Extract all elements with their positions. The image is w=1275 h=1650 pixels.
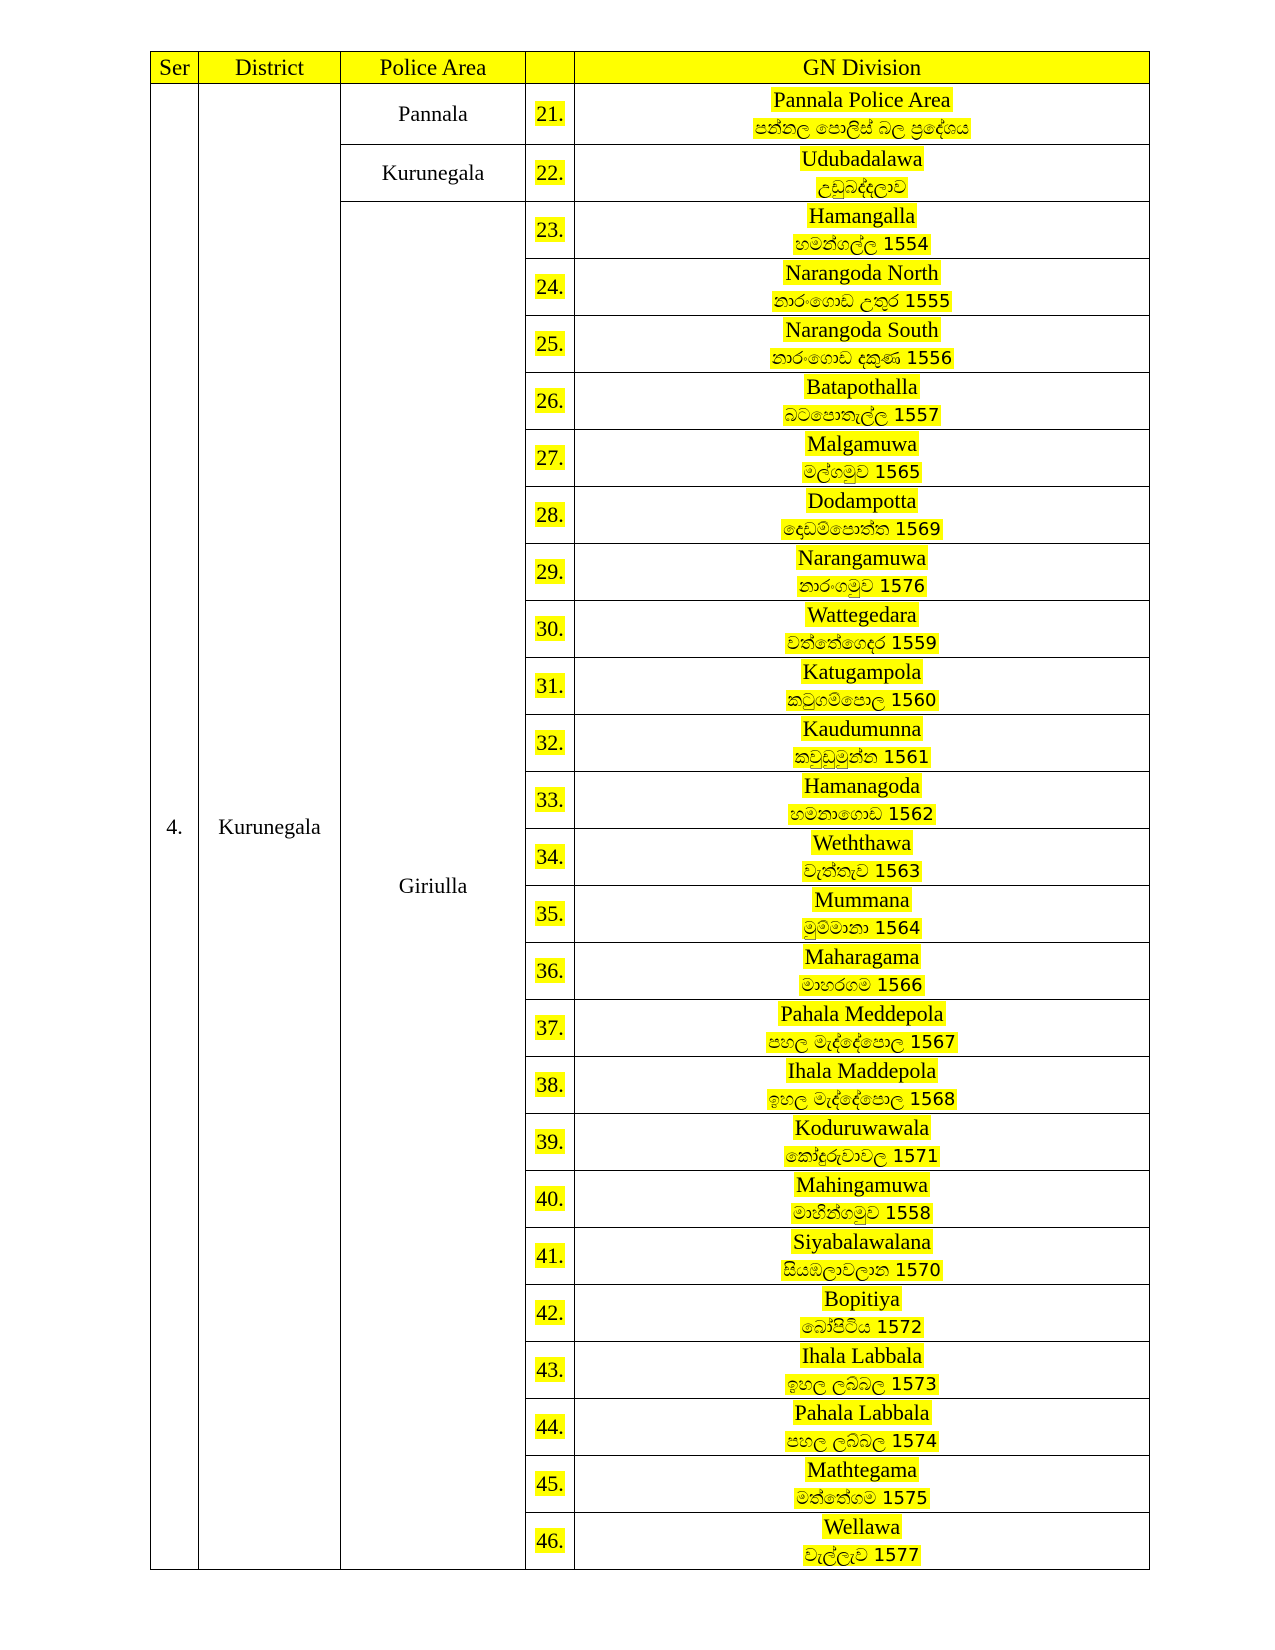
row-number-cell: [526, 772, 575, 829]
gn-division-cell: [575, 601, 1150, 658]
gn-division-cell: [575, 202, 1150, 259]
gn-name-english: Hamanagoda: [803, 773, 921, 798]
gn-name-english: Ihala Labbala: [801, 1343, 923, 1368]
gn-name-sinhala: පහල මැද්දේපොල 1567: [768, 1032, 956, 1053]
row-number: 39.: [536, 1129, 564, 1154]
gn-name-english: Pahala Meddepola: [780, 1001, 944, 1026]
gn-name-sinhala: කටුගම්පොල 1560: [787, 690, 937, 711]
gn-name-english: Batapothalla: [806, 374, 918, 399]
gn-name-sinhala: වැල්ලැව 1577: [804, 1545, 920, 1566]
header-gn-division: GN Division: [575, 52, 1150, 84]
gn-division-cell: [575, 430, 1150, 487]
row-number: 40.: [536, 1186, 564, 1211]
row-number: 30.: [536, 616, 564, 641]
gn-division-cell: [575, 886, 1150, 943]
gn-division-cell: [575, 1285, 1150, 1342]
row-number-cell: [526, 202, 575, 259]
row-number: 41.: [536, 1243, 564, 1268]
gn-division-cell: [575, 1342, 1150, 1399]
gn-division-cell: [575, 943, 1150, 1000]
gn-division-cell: [575, 715, 1150, 772]
row-number: 33.: [536, 787, 564, 812]
header-row: [151, 52, 1150, 84]
row-number-cell: [526, 430, 575, 487]
gn-name-sinhala: කෝදුරුවාවල 1571: [785, 1146, 939, 1167]
gn-division-cell: [575, 1000, 1150, 1057]
row-number-cell: [526, 1342, 575, 1399]
gn-name-sinhala: බටපොතැල්ල 1557: [784, 405, 940, 426]
row-number-cell: [526, 1228, 575, 1285]
row-number-cell: [526, 487, 575, 544]
police-area-cell: Pannala: [341, 84, 526, 145]
gn-division-cell: [575, 1456, 1150, 1513]
row-number-cell: [526, 1513, 575, 1570]
gn-name-sinhala: කවුඩුමුන්න 1561: [794, 747, 930, 768]
gn-name-sinhala: මාහරගම 1566: [801, 975, 923, 996]
gn-division-cell: [575, 1114, 1150, 1171]
row-number: 44.: [536, 1414, 564, 1439]
gn-name-english: Udubadalawa: [801, 146, 923, 171]
row-number: 43.: [536, 1357, 564, 1382]
gn-division-cell: [575, 1399, 1150, 1456]
gn-name-english: Narangamuwa: [797, 545, 927, 570]
row-number: 46.: [536, 1528, 564, 1553]
gn-name-english: Narangoda North: [785, 260, 939, 285]
row-number: 45.: [536, 1471, 564, 1496]
row-number: 22.: [536, 160, 564, 185]
row-number: 24.: [536, 274, 564, 299]
row-number: 25.: [536, 331, 564, 356]
gn-name-english: Bopitiya: [824, 1286, 900, 1311]
gn-name-sinhala: ඉහල ලබ්බල 1573: [787, 1374, 937, 1395]
gn-name-english: Siyabalawalana: [792, 1229, 932, 1254]
gn-name-sinhala: මුම්මානා 1564: [803, 918, 921, 939]
gn-name-english: Koduruwawala: [794, 1115, 930, 1140]
gn-name-sinhala: හමන්ගල්ල 1554: [795, 234, 929, 255]
row-number-cell: [526, 715, 575, 772]
police-area-cell: Kurunegala: [341, 145, 526, 202]
gn-division-cell: [575, 1171, 1150, 1228]
gn-name-sinhala: දොඩම්පොත්ත 1569: [783, 519, 941, 540]
gn-name-english: Narangoda South: [785, 317, 939, 342]
row-number: 42.: [536, 1300, 564, 1325]
gn-division-cell: [575, 658, 1150, 715]
gn-name-english: Wellawa: [823, 1514, 901, 1539]
gn-name-english: Malgamuwa: [807, 431, 917, 456]
row-number: 21.: [536, 101, 564, 126]
gn-name-english: Mahingamuwa: [796, 1172, 928, 1197]
gn-name-sinhala: වැත්තැව 1563: [803, 861, 921, 882]
gn-name-sinhala: පහල ලබ්බල 1574: [786, 1431, 938, 1452]
row-number-cell: [526, 886, 575, 943]
row-number-cell: [526, 1456, 575, 1513]
gn-name-sinhala: බෝපිටිය 1572: [801, 1317, 923, 1338]
gn-division-cell: [575, 1513, 1150, 1570]
row-number-cell: [526, 1000, 575, 1057]
row-number: 32.: [536, 730, 564, 755]
gn-name-sinhala: නාරංගමුව 1576: [798, 576, 926, 597]
gn-division-table: [150, 51, 1150, 1570]
gn-name-sinhala: නාරංගොඩ උතුර 1555: [773, 291, 951, 312]
row-number: 37.: [536, 1015, 564, 1040]
gn-name-english: Mathtegama: [807, 1457, 917, 1482]
row-number: 26.: [536, 388, 564, 413]
gn-name-sinhala: උඩුබද්දලාව: [817, 177, 907, 198]
row-number-cell: [526, 1114, 575, 1171]
row-number-cell: [526, 84, 575, 145]
gn-division-cell: [575, 487, 1150, 544]
row-number: 35.: [536, 901, 564, 926]
gn-name-sinhala: සියඹලාවලාන 1570: [783, 1260, 941, 1281]
row-number-cell: [526, 601, 575, 658]
gn-name-english: Hamangalla: [808, 203, 916, 228]
row-number-cell: [526, 373, 575, 430]
gn-division-cell: [575, 1228, 1150, 1285]
gn-name-english: Kaudumunna: [802, 716, 922, 741]
row-number-cell: [526, 1057, 575, 1114]
row-number-cell: [526, 1285, 575, 1342]
row-number-cell: [526, 658, 575, 715]
gn-division-cell: [575, 373, 1150, 430]
gn-division-cell: [575, 544, 1150, 601]
row-number: 23.: [536, 217, 564, 242]
gn-name-sinhala: හමනාගොඩ 1562: [790, 804, 934, 825]
gn-name-english: Wattegedara: [807, 602, 917, 627]
gn-name-english: Pahala Labbala: [794, 1400, 930, 1425]
row-number: 36.: [536, 958, 564, 983]
gn-division-cell: [575, 259, 1150, 316]
row-number: 29.: [536, 559, 564, 584]
header-district: District: [199, 52, 341, 84]
row-number: 27.: [536, 445, 564, 470]
row-number-cell: [526, 943, 575, 1000]
row-number: 31.: [536, 673, 564, 698]
gn-name-sinhala: මල්ගමුව 1565: [803, 462, 921, 483]
gn-division-cell: [575, 84, 1150, 145]
district-cell: Kurunegala: [199, 84, 341, 1570]
gn-name-english: Mummana: [814, 887, 910, 912]
header-number: [526, 52, 575, 84]
gn-division-cell: [575, 772, 1150, 829]
row-number-cell: [526, 544, 575, 601]
gn-name-sinhala: මත්තේගම 1575: [796, 1488, 928, 1509]
gn-name-english: Maharagama: [804, 944, 920, 969]
row-number-cell: [526, 1171, 575, 1228]
gn-division-cell: [575, 829, 1150, 886]
gn-division-cell: [575, 145, 1150, 202]
gn-division-cell: [575, 1057, 1150, 1114]
gn-name-english: Dodampotta: [807, 488, 917, 513]
row-number-cell: [526, 316, 575, 373]
gn-name-sinhala: වත්තේගෙදර 1559: [787, 633, 937, 654]
row-number: 34.: [536, 844, 564, 869]
gn-name-sinhala: පන්නල පොලිස් බල ප්‍රදේශය: [754, 118, 970, 139]
row-number: 38.: [536, 1072, 564, 1097]
row-number-cell: [526, 259, 575, 316]
gn-name-sinhala: නාරංගොඩ දකුණ 1556: [771, 348, 953, 369]
row-number-cell: [526, 829, 575, 886]
header-ser: Ser: [151, 52, 199, 84]
ser-cell: 4.: [151, 84, 199, 1570]
gn-name-english: Pannala Police Area: [773, 87, 951, 112]
row-number-cell: [526, 1399, 575, 1456]
gn-division-cell: [575, 316, 1150, 373]
row-number: 28.: [536, 502, 564, 527]
row-number-cell: [526, 145, 575, 202]
table-row: [151, 84, 1150, 145]
header-police-area: Police Area: [341, 52, 526, 84]
gn-name-english: Weththawa: [812, 830, 912, 855]
police-area-cell: Giriulla: [341, 202, 526, 1570]
gn-name-english: Ihala Maddepola: [787, 1058, 937, 1083]
gn-name-sinhala: ඉහල මැද්දේපොල 1568: [768, 1089, 956, 1110]
gn-name-sinhala: මාහින්ගමුව 1558: [793, 1203, 931, 1224]
gn-name-english: Katugampola: [802, 659, 922, 684]
